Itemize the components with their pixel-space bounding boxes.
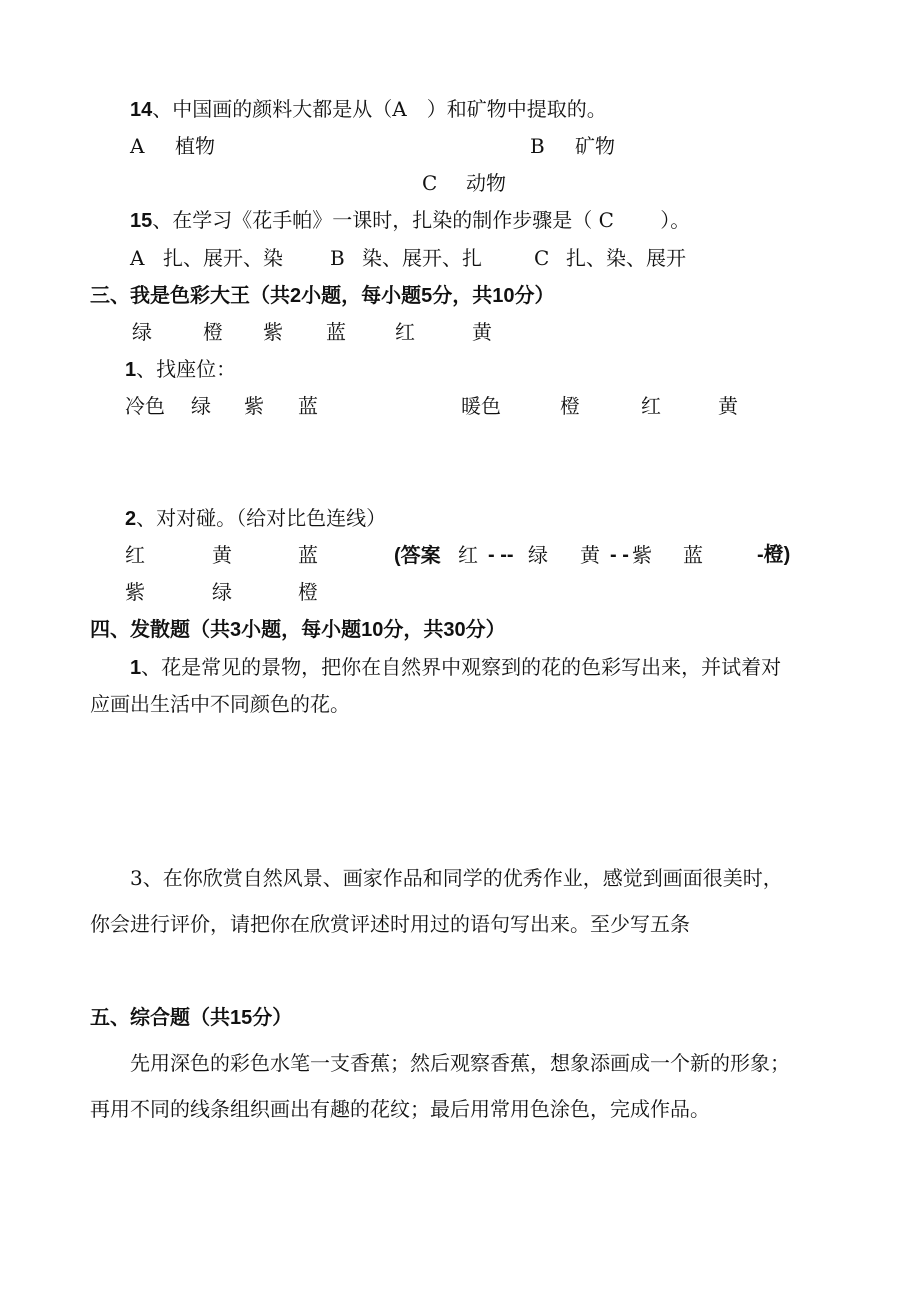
section3-q1: 1、找座位： [125, 357, 237, 381]
q15-option-c-text: 扎、染、展开 [566, 246, 686, 270]
warm-color-item: 黄 [718, 394, 738, 418]
q14-option-a-text: 植物 [175, 134, 215, 158]
answer-part: 绿 [528, 543, 548, 567]
section5-heading: 五、综合题（共15分） [90, 1005, 293, 1029]
warm-color-item: 红 [641, 394, 661, 418]
color-item: 橙 [203, 320, 223, 344]
warm-color-item: 橙 [560, 394, 580, 418]
q14-option-c: C [422, 171, 438, 195]
match-right-item: 橙 [298, 580, 318, 604]
q15-option-c: C [534, 246, 550, 270]
answer-part: 紫 [632, 543, 652, 567]
cold-color-item: 绿 [191, 394, 211, 418]
section5-text-cont: 再用不同的线条组织画出有趣的花纹；最后用常用色涂色，完成作品。 [90, 1097, 710, 1121]
warm-color-label: 暖色 [461, 394, 501, 418]
match-right-item: 紫 [125, 580, 145, 604]
q14-option-c-text: 动物 [466, 171, 506, 195]
q15-text: 、在学习《花手帕》一课时，扎染的制作步骤是（ C ）。 [152, 208, 691, 232]
answer-part: 黄 [580, 543, 600, 567]
match-left-item: 红 [125, 543, 145, 567]
q14-option-b-text: 矿物 [575, 134, 615, 158]
answer-dash: - -- [488, 544, 514, 566]
section4-q1: 1、花是常见的景物，把你在自然界中观察到的花的色彩写出来，并试着对 [130, 655, 782, 679]
section4-heading: 四、发散题（共3小题，每小题10分，共30分） [90, 617, 506, 641]
match-left-item: 黄 [212, 543, 232, 567]
q14-number: 14 [130, 99, 153, 121]
q14-option-b: B [530, 134, 545, 158]
color-item: 绿 [132, 320, 152, 344]
section4-q3-cont: 你会进行评价，请把你在欣赏评述时用过的语句写出来。至少写五条 [90, 912, 690, 936]
section3-heading: 三、我是色彩大王（共2小题，每小题5分，共10分） [90, 283, 555, 307]
answer-close: -橙) [757, 544, 791, 566]
answer-part: 蓝 [683, 543, 703, 567]
color-item: 黄 [472, 320, 492, 344]
q15-number: 15 [130, 210, 153, 232]
answer-dash: - - [610, 544, 629, 566]
cold-color-item: 蓝 [298, 394, 318, 418]
section4-q3: 3、在你欣赏自然风景、画家作品和同学的优秀作业，感觉到画面很美时， [130, 866, 783, 890]
answer-part: 红 [458, 543, 478, 567]
section5-text: 先用深色的彩色水笔一支香蕉；然后观察香蕉，想象添画成一个新的形象； [130, 1051, 790, 1075]
q15-option-b: B [330, 246, 345, 270]
match-left-item: 蓝 [298, 543, 318, 567]
match-right-item: 绿 [212, 580, 232, 604]
q14-question [130, 95, 607, 124]
q15-option-a-text: 扎、展开、染 [163, 246, 283, 270]
q15-option-a: A [130, 246, 145, 270]
answer-text: (答案 [394, 545, 441, 567]
color-item: 紫 [263, 320, 283, 344]
color-item: 红 [395, 320, 415, 344]
q14-text: 、中国画的颜料大都是从（A ）和矿物中提取的。 [152, 97, 607, 121]
q15-option-b-text: 染、展开、扎 [362, 246, 482, 270]
section4-q1-cont: 应画出生活中不同颜色的花。 [90, 692, 350, 716]
cold-color-item: 紫 [244, 394, 264, 418]
section3-q2: 2、对对碰。（给对比色连线） [125, 506, 387, 530]
q14-option-a: A [130, 134, 145, 158]
cold-color-label: 冷色 [125, 394, 165, 418]
color-item: 蓝 [326, 320, 346, 344]
q15-question [130, 206, 690, 235]
